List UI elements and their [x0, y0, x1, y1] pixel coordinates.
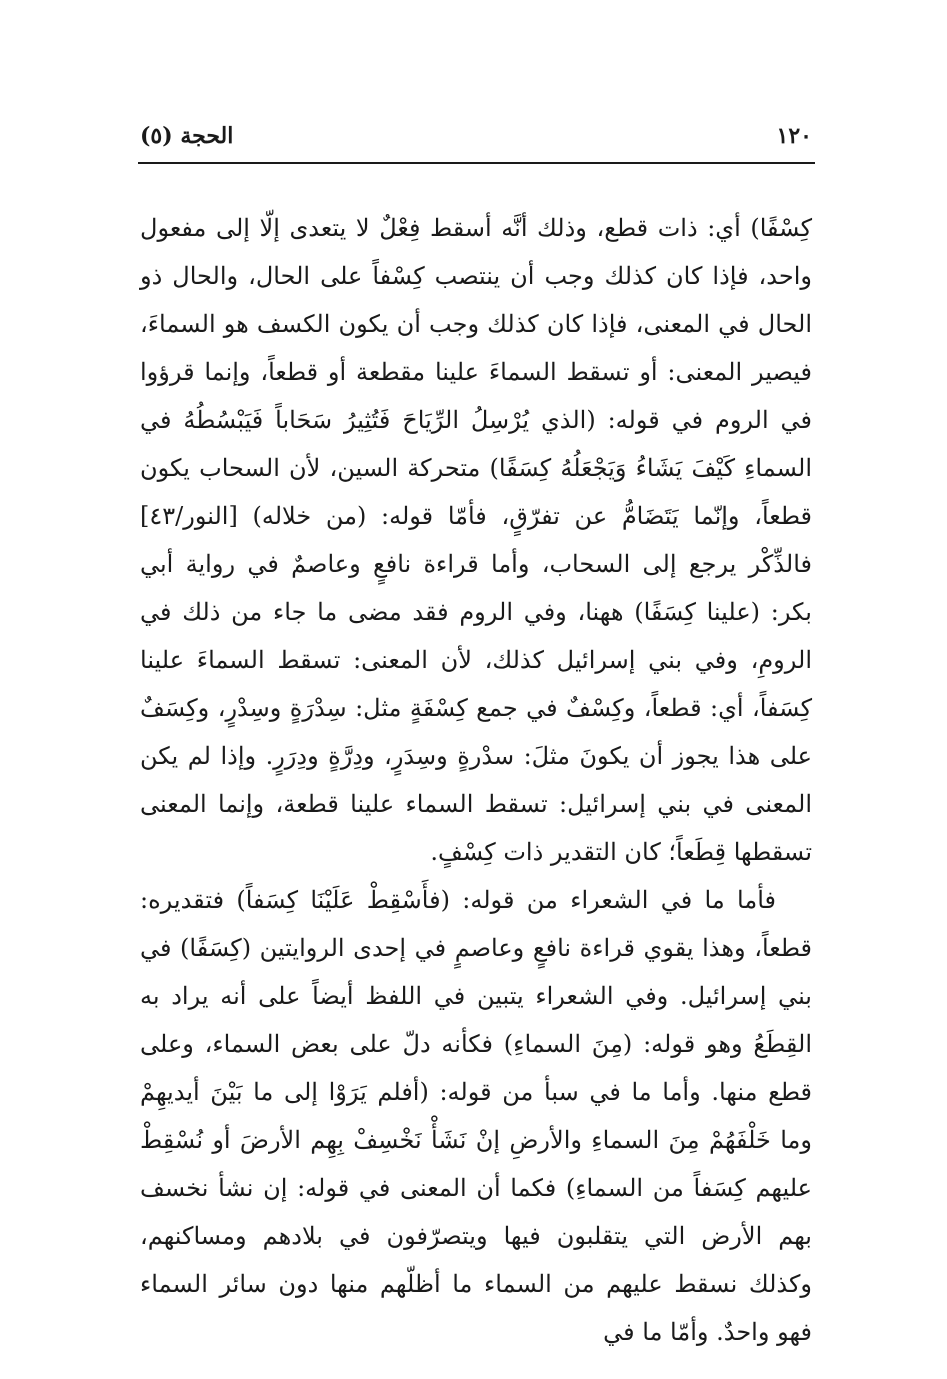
body-paragraph-2: فأما ما في الشعراء من قوله: (فأَسْقِطْ عَلَيْنَا كِسَفاً) فتقديره: قطعاً، وهذا يقوي قراءة نافعٍ وعاصمٍ في إحدى الروايتين (كِسَفًا) في بني إسرائيل. وفي الشعراء يتبين في اللفظ أيضاً على أنه يراد به القِطَعُ وهو قوله: (مِنَ السماءِ) فكأنه دلّ على بعض السماء، وعلى قطع منها. وأما ما في سبأ من قوله: (أفلم يَرَوْا إلى ما بَيْنَ أيديهِمْ وما خَلْفَهُمْ مِنَ السماءِ والأرضِ إنْ نَشَأْ نَخْسِفْ بِهِم الأرضَ أو نُسْقِطْ عليهم كِسَفاً من السماءِ) فكما أن المعنى في قوله: إن نشأ نخسف بهم الأرض التي يتقلبون فيها ويتصرّفون في بلادهم ومساكنهم، وكذلك نسقط عليهم من السماء ما أظلّهم منها دون سائر السماء فهو واحدٌ. وأمّا ما في	[140, 886, 812, 1346]
body-paragraph-1: كِسْفًا) أي: ذات قطع، وذلك أنَّه أسقط فِعْلٌ لا يتعدى إلّا إلى مفعول واحد، فإذا كان كذلك وجب أن ينتصب كِسْفاً على الحال، والحال ذو الحال في المعنى، فإذا كان كذلك وجب أن يكون الكسف هو السماءَ، فيصير المعنى: أو تسقط السماءَ علينا مقطعة أو قطعاً، وإنما قرؤوا في الروم في قوله: (الذي يُرْسِلُ الرِّيَاحَ فَتُثِيرُ سَحَاباً فَيَبْسُطُهُ في السماءِ كَيْفَ يَشَاءُ وَيَجْعَلُهُ كِسَفًا) متحركة السين، لأن السحاب يكون قطعاً، وإنّما يَتَضَامُّ عن تفرّقٍ، فأمّا قوله: (من خلاله) [النور/٤٣] فالذِّكْر يرجع إلى السحاب، وأما قراءة نافعٍ وعاصمٌ في رواية أبي بكر: (علينا كِسَفًا) ههنا، وفي الروم فقد مضى ما جاء من ذلك في الرومِ، وفي بني إسرائيل كذلك، لأن المعنى: تسقط السماءَ علينا كِسَفاً، أي: قطعاً، وكِسْفٌ في جمع كِسْفَةٍ مثل: سِدْرَةٍ وسِدْرٍ، وكِسَفٌ على هذا يجوز أن يكونَ مثلَ: سدْرةٍ وسِدَرٍ، ودِرَّةٍ ودِرَرٍ. وإذا لم يكن المعنى في بني إسرائيل: تسقط السماء علينا قطعة، وإنما المعنى تسقطها قِطَعاً؛ كان التقدير ذات كِسْفٍ.	[140, 214, 812, 866]
page-number: ١٢٠	[776, 123, 812, 149]
page-header	[140, 118, 812, 154]
header-divider	[138, 162, 815, 164]
running-title: الحجة (٥)	[140, 123, 234, 149]
